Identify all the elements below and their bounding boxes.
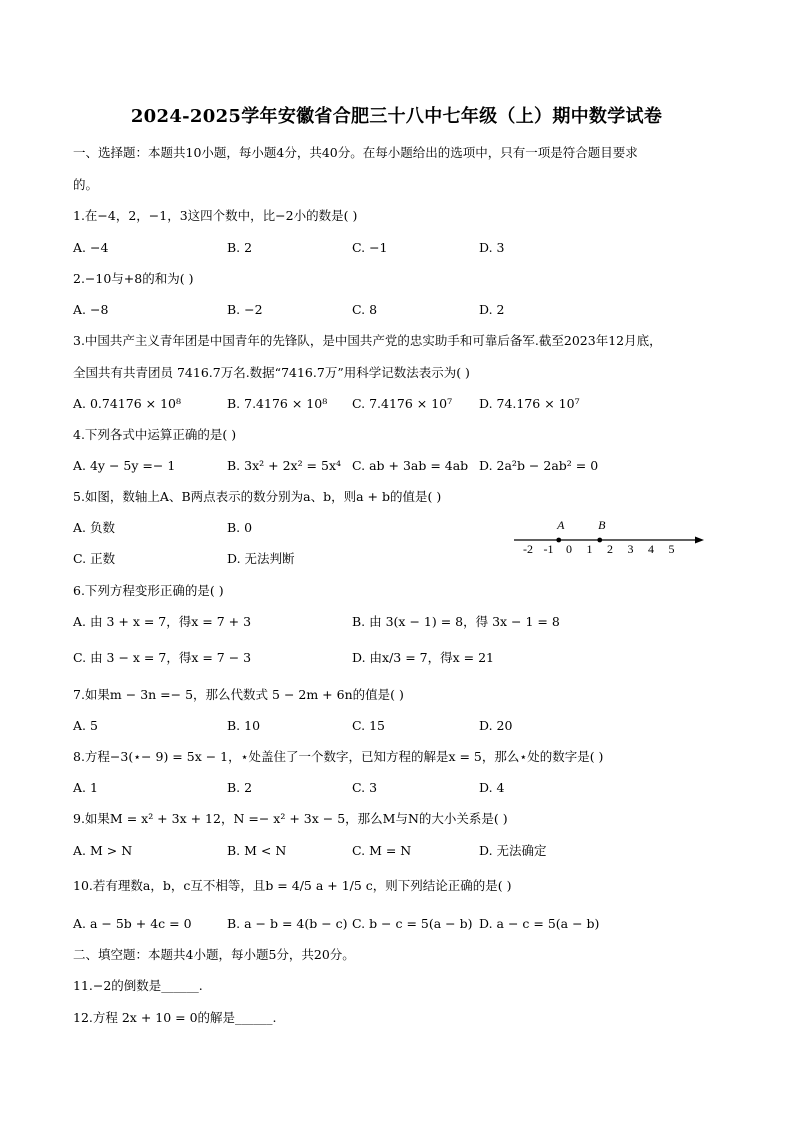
question-5-stem: 5.如图，数轴上A、B两点表示的数分别为a、b，则a + b的值是( ) — [73, 489, 442, 504]
question-8-stem: 8.方程−3(⋆− 9) = 5x − 1，⋆处盖住了一个数字，已知方程的解是x = 5，那么⋆处的数字是( ) — [73, 749, 604, 764]
question-3-option-b: B. 7.4176 × 10⁸ — [227, 396, 328, 411]
question-6-option-d: D. 由x/3 = 7，得x = 21 — [352, 650, 494, 665]
question-3-stem-cont: 全国共有共青团员 7416.7万名.数据“7416.7万”用科学记数法表示为( ) — [73, 365, 470, 380]
question-10-stem: 10.若有理数a，b，c互不相等，且b = 4/5 a + 1/5 c，则下列结论正确的是( ) — [73, 878, 512, 893]
question-5-option-b: B. 0 — [227, 520, 253, 535]
question-3-stem: 3.中国共产主义青年团是中国青年的先锋队，是中国共产党的忠实助手和可靠后备军.截至2023年12月底， — [73, 333, 662, 348]
point-b-dot — [597, 538, 602, 543]
number-line-ticks — [523, 542, 675, 556]
question-4-option-b: B. 3x² + 2x² = 5x⁴ — [227, 458, 342, 473]
point-a-label: A — [557, 518, 565, 532]
question-2-option-b: B. −2 — [227, 302, 263, 317]
tick-label: -1 — [543, 542, 554, 556]
question-1-option-b: B. 2 — [227, 240, 253, 255]
tick-label: 0 — [566, 542, 572, 556]
question-3-option-d: D. 74.176 × 10⁷ — [479, 396, 580, 411]
question-7-option-d: D. 20 — [479, 718, 513, 733]
question-4-option-a: A. 4y − 5y =− 1 — [73, 458, 176, 473]
question-2-option-c: C. 8 — [352, 302, 378, 317]
question-2-option-a: A. −8 — [73, 302, 109, 317]
point-a-dot — [556, 538, 561, 543]
question-1-option-c: C. −1 — [352, 240, 388, 255]
tick-label: 1 — [586, 542, 593, 556]
question-6-option-a: A. 由 3 + x = 7，得x = 7 + 3 — [73, 614, 252, 629]
number-line-arrow — [695, 537, 704, 544]
tick-label: 3 — [627, 542, 634, 556]
question-4-option-c: C. ab + 3ab = 4ab — [352, 458, 469, 473]
tick-label: -2 — [523, 542, 533, 556]
question-4-option-d: D. 2a²b − 2ab² = 0 — [479, 458, 599, 473]
question-9-option-a: A. M > N — [73, 843, 133, 858]
question-8-option-c: C. 3 — [352, 780, 378, 795]
question-5-option-d: D. 无法判断 — [227, 551, 295, 566]
question-7-option-c: C. 15 — [352, 718, 385, 733]
question-9-stem: 9.如果M = x² + 3x + 12，N =− x² + 3x − 5，那么M与N的大小关系是( ) — [73, 811, 508, 826]
tick-label: 2 — [607, 542, 613, 556]
question-8-option-b: B. 2 — [227, 780, 253, 795]
question-6-stem: 6.下列方程变形正确的是( ) — [73, 583, 224, 598]
question-2-stem: 2.−10与+8的和为( ) — [73, 271, 194, 286]
question-12: 12.方程 2x + 10 = 0的解是______. — [73, 1010, 277, 1025]
question-2-option-d: D. 2 — [479, 302, 505, 317]
question-9-option-b: B. M < N — [227, 843, 287, 858]
question-5-option-a: A. 负数 — [73, 520, 115, 535]
question-10-option-c: C. b − c = 5(a − b) — [352, 916, 473, 931]
question-5-option-c: C. 正数 — [73, 551, 116, 566]
page-title: 2024-2025学年安徽省合肥三十八中七年级（上）期中数学试卷 — [130, 106, 663, 127]
question-10-option-b: B. a − b = 4(b − c) — [227, 916, 348, 931]
question-7-option-a: A. 5 — [73, 718, 98, 733]
question-1-option-a: A. −4 — [73, 240, 109, 255]
question-8-option-a: A. 1 — [73, 780, 98, 795]
section2-heading: 二、填空题：本题共4小题，每小题5分，共20分。 — [73, 947, 355, 962]
question-8-option-d: D. 4 — [479, 780, 505, 795]
question-3-option-a: A. 0.74176 × 10⁸ — [73, 396, 182, 411]
question-3-option-c: C. 7.4176 × 10⁷ — [352, 396, 453, 411]
point-b-label: B — [598, 518, 606, 532]
question-7-stem: 7.如果m − 3n =− 5，那么代数式 5 − 2m + 6n的值是( ) — [73, 687, 404, 702]
question-9-option-c: C. M = N — [352, 843, 412, 858]
question-6-option-b: B. 由 3(x − 1) = 8，得 3x − 1 = 8 — [352, 614, 560, 629]
tick-label: 4 — [648, 542, 654, 556]
number-line-figure — [510, 512, 710, 560]
section1-heading-cont: 的。 — [73, 177, 99, 192]
question-10-option-d: D. a − c = 5(a − b) — [479, 916, 600, 931]
question-1-stem: 1.在−4，2，−1，3这四个数中，比−2小的数是( ) — [73, 208, 358, 223]
question-6-option-c: C. 由 3 − x = 7，得x = 7 − 3 — [73, 650, 252, 665]
question-4-stem: 4.下列各式中运算正确的是( ) — [73, 427, 237, 442]
question-1-option-d: D. 3 — [479, 240, 505, 255]
question-11: 11.−2的倒数是______. — [73, 978, 203, 993]
question-10-option-a: A. a − 5b + 4c = 0 — [73, 916, 192, 931]
section1-heading: 一、选择题：本题共10小题，每小题4分，共40分。在每小题给出的选项中，只有一项是符合题目要求 — [73, 145, 638, 160]
tick-label: 5 — [668, 542, 675, 556]
question-7-option-b: B. 10 — [227, 718, 261, 733]
question-9-option-d: D. 无法确定 — [479, 843, 547, 858]
